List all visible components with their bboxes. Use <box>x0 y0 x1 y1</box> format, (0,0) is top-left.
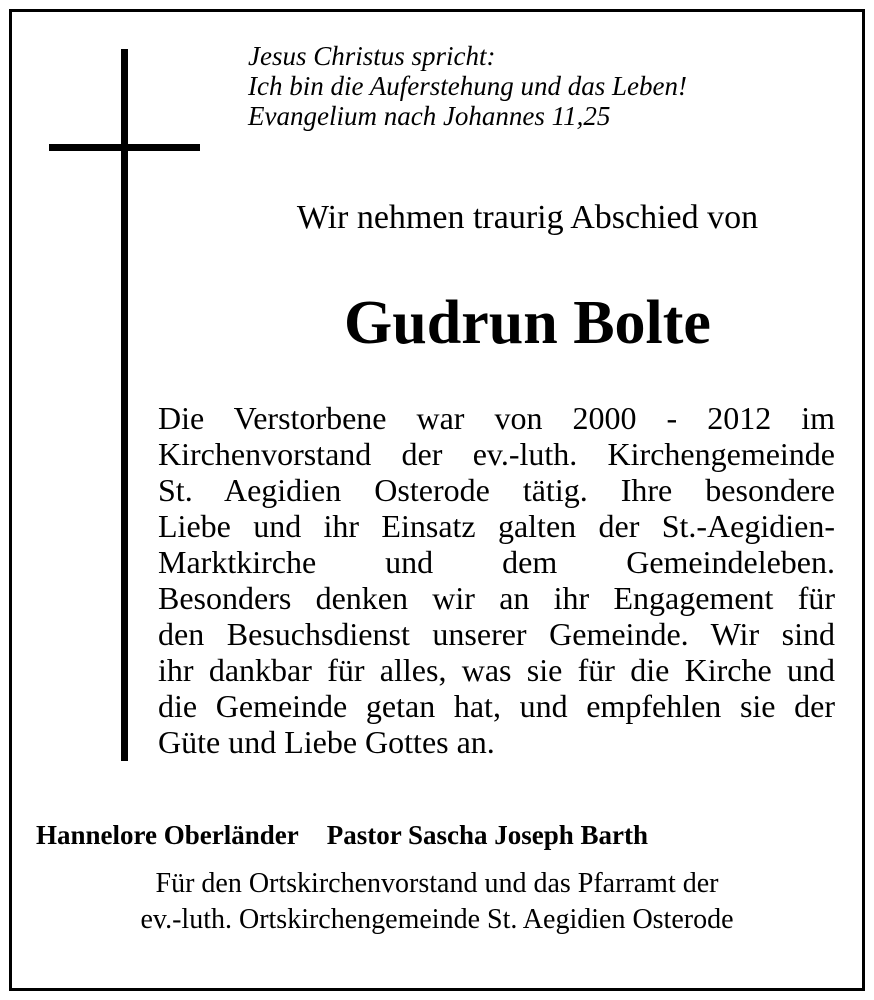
tribute-line: Liebe und ihr Einsatz galten der St.-Aegidien- <box>158 508 835 544</box>
quote-line: Jesus Christus spricht: <box>248 41 496 71</box>
signature-note-line: ev.-luth. Ortskirchengemeinde St. Aegidien Osterode <box>140 904 734 935</box>
tribute-line: St. Aegidien Osterode tätig. Ihre besondere <box>158 472 835 508</box>
quote-line: Ich bin die Auferstehung und das Leben! <box>248 71 687 101</box>
deceased-name: Gudrun Bolte <box>344 289 711 357</box>
tribute-line: Die Verstorbene war von 2000 - 2012 im <box>158 400 835 436</box>
cross-icon-bar <box>49 144 200 151</box>
tribute-line: ihr dankbar für alles, was sie für die Kirche und <box>158 652 835 688</box>
tribute-line: Kirchenvorstand der ev.-luth. Kirchengemeinde <box>158 436 835 472</box>
signatory-name: Hannelore Oberländer <box>36 820 299 850</box>
tribute-line: den Besuchsdienst unserer Gemeinde. Wir sind <box>158 616 835 652</box>
tribute-line: Besonders denken wir an ihr Engagement für <box>158 580 835 616</box>
bible-quote <box>248 41 808 131</box>
tribute-line: die Gemeinde getan hat, und empfehlen sie der <box>158 688 835 724</box>
cross-icon <box>121 49 128 761</box>
signature-note-line: Für den Ortskirchenvorstand und das Pfarramt der <box>155 868 719 899</box>
quote-line: Evangelium nach Johannes 11,25 <box>248 101 611 131</box>
tribute-line: Güte und Liebe Gottes an. <box>158 724 495 760</box>
signature-note <box>30 866 844 938</box>
signatory-name: Pastor Sascha Joseph Barth <box>326 820 649 850</box>
signatories <box>36 818 838 852</box>
tribute-line: Marktkirche und dem Gemeindeleben. <box>158 544 835 580</box>
tribute-text <box>158 400 835 760</box>
farewell-text: Wir nehmen traurig Abschied von <box>296 199 759 236</box>
